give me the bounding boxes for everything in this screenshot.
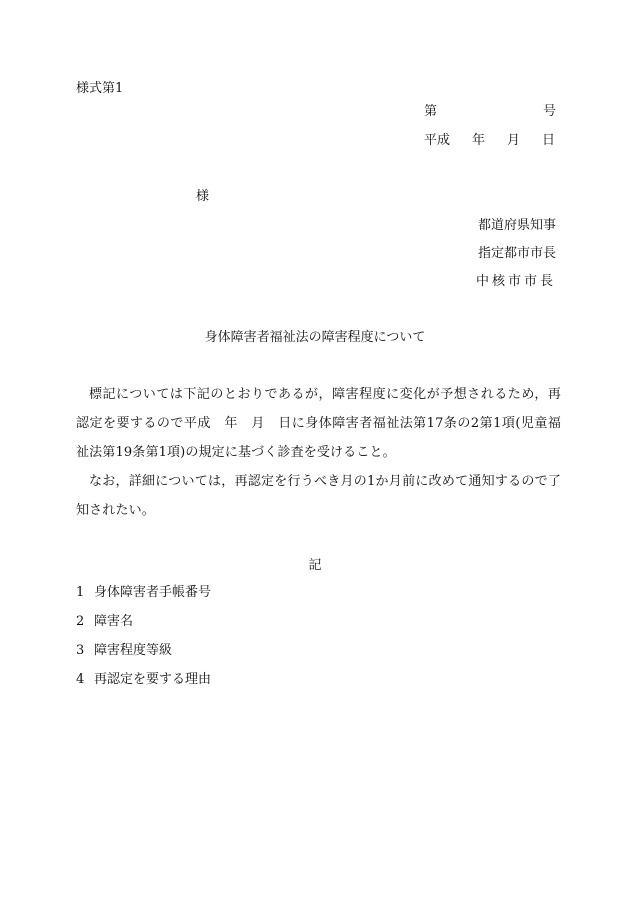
list-item-number: 3	[76, 643, 85, 658]
list-item-number: 1	[76, 585, 85, 600]
document-number-prefix: 第	[424, 104, 438, 119]
list-item-number: 2	[76, 614, 85, 629]
list-item-label: 障害程度等級	[94, 643, 173, 658]
document-number-suffix: 号	[542, 104, 556, 119]
document-date	[424, 134, 555, 147]
document-title: 身体障害者福祉法の障害程度について	[204, 330, 426, 345]
list-item-number: 4	[76, 672, 85, 687]
body-paragraph: 標記については下記のとおりであるが，障害程度に変化が予想されるため，再認定を要するので平成 年 月 日に身体障害者福祉法第17条の2第1項(児童福祉法第19条第1項)の規定に基づく診査を受けること。	[76, 387, 561, 460]
date-day: 日	[542, 133, 556, 148]
sender-core-city-mayor: 中核市市長	[475, 274, 556, 289]
ki-heading: 記	[308, 558, 322, 573]
date-year: 年	[472, 133, 486, 148]
list-item-label: 身体障害者手帳番号	[94, 585, 212, 600]
addressee: 様	[196, 189, 210, 204]
list-item-label: 障害名	[94, 614, 134, 629]
date-era: 平成	[424, 133, 451, 148]
form-label: 様式第1	[76, 81, 124, 96]
document-number	[424, 105, 556, 119]
body-paragraph: なお，詳細については，再認定を行うべき月の1か月前に改めて通知するので了知されたい。	[76, 474, 561, 518]
list-item	[76, 615, 133, 628]
list-item	[76, 644, 172, 657]
date-month: 月	[507, 133, 521, 148]
list-item	[76, 586, 211, 599]
list-item-label: 再認定を要する理由	[94, 672, 212, 687]
sender-designated-city-mayor: 指定都市市長	[477, 246, 556, 261]
sender-governor: 都道府県知事	[477, 218, 556, 233]
list-item	[76, 673, 211, 686]
